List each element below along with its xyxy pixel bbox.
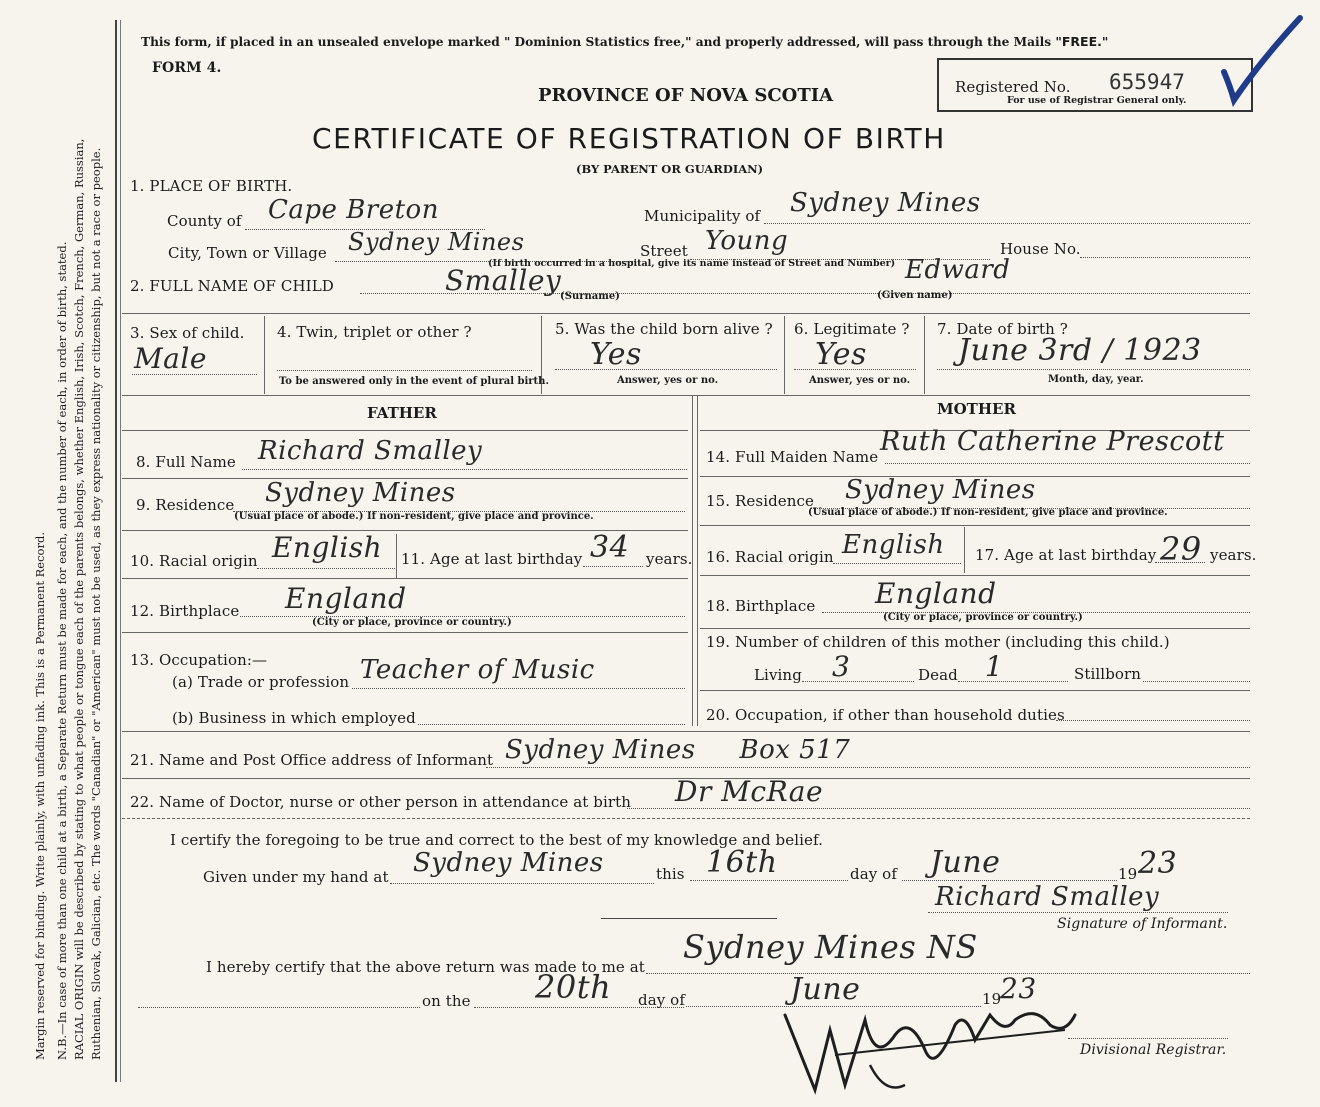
- father-age-line: [583, 566, 643, 567]
- registrar-place-line-2: [138, 1007, 420, 1008]
- living-label: Living: [754, 666, 802, 684]
- father-birthplace-value: England: [285, 582, 407, 615]
- row-divider: [122, 430, 688, 431]
- given-under-label: Given under my hand at: [203, 868, 389, 886]
- father-age-value: 34: [590, 530, 630, 565]
- signature-rule: [601, 918, 777, 919]
- registrar-signature-label: Divisional Registrar.: [1080, 1042, 1227, 1058]
- given-year-prefix: 19: [1118, 865, 1138, 883]
- col-divider: [964, 527, 965, 573]
- mother-residence-label: 15. Residence: [706, 492, 815, 510]
- father-heading: FATHER: [367, 404, 437, 422]
- registered-number: 655947: [1109, 70, 1185, 94]
- informant-value: Sydney Mines Box 517: [505, 735, 851, 765]
- mother-residence-value: Sydney Mines: [845, 475, 1036, 505]
- dob-value: June 3rd / 1923: [958, 333, 1202, 368]
- dob-note: Month, day, year.: [1048, 374, 1144, 385]
- row-divider: [122, 578, 688, 579]
- registered-note: For use of Registrar General only.: [1007, 95, 1187, 106]
- given-year-value: 23: [1138, 846, 1178, 881]
- house-label: House No.: [1000, 240, 1081, 258]
- doctor-label: 22. Name of Doctor, nurse or other person in attendance at birth: [130, 793, 632, 811]
- hospital-note: (If birth occurred in a hospital, give its name instead of Street and Number): [488, 258, 896, 269]
- row-divider: [700, 575, 1250, 576]
- certificate-title: CERTIFICATE OF REGISTRATION OF BIRTH: [312, 122, 946, 155]
- municipality-line: [764, 223, 1250, 224]
- street-value: Young: [705, 226, 789, 256]
- sex-value: Male: [134, 342, 207, 375]
- father-age-label: 11. Age at last birthday: [401, 550, 583, 568]
- certify-statement: I certify the foregoing to be true and correct to the best of my knowledge and belief.: [170, 831, 823, 849]
- margin-rule: [115, 20, 117, 1082]
- father-residence-note: (Usual place of abode.) If non-resident, give place and province.: [234, 511, 594, 522]
- row-divider: [700, 525, 1250, 526]
- margin-note-racial-origin-cont: Ruthenian, Slovak, Galician, etc. The words "Canadian" or "American" must not be used, as they express nationality or citizenship, but not a race or people.: [89, 147, 103, 1060]
- father-years-label: years.: [646, 550, 693, 568]
- dead-value: 1: [985, 650, 1004, 683]
- father-residence-value: Sydney Mines: [265, 478, 456, 508]
- mother-birthplace-note: (City or place, province or country.): [883, 612, 1083, 623]
- place-of-birth-label: 1. PLACE OF BIRTH.: [130, 177, 293, 195]
- margin-note-multiple-births: N.B.—In case of more than one child at a birth, a Separate Return must be made for each, and the number of each, in order of birth, stated.: [55, 241, 69, 1060]
- father-racial-line: [257, 568, 395, 569]
- given-day-value: 16th: [706, 845, 778, 880]
- registrar-signature-line: [1068, 1038, 1228, 1039]
- informant-signature-value: Richard Smalley: [935, 882, 1160, 912]
- margin-rule-inner: [120, 20, 121, 1082]
- trade-label: (a) Trade or profession: [172, 673, 350, 691]
- col-divider: [264, 316, 265, 394]
- registrar-place-line: [646, 973, 1250, 974]
- father-birthplace-label: 12. Birthplace: [130, 602, 240, 620]
- registered-number-box: [937, 58, 1253, 112]
- row-divider: [700, 628, 1250, 629]
- parents-divider: [697, 396, 698, 726]
- row-divider: [122, 313, 1250, 314]
- registrar-day-of-label: day of: [638, 991, 685, 1009]
- informant-line: [486, 767, 1250, 768]
- dob-label: 7. Date of birth ?: [937, 320, 1068, 338]
- twin-label: 4. Twin, triplet or other ?: [277, 323, 472, 341]
- certificate-subtitle: (BY PARENT OR GUARDIAN): [576, 162, 764, 176]
- mother-occupation-line: [1056, 720, 1250, 721]
- mother-birthplace-label: 18. Birthplace: [706, 597, 816, 615]
- form-number: FORM 4.: [152, 60, 222, 76]
- registrar-month-value: June: [790, 972, 861, 1007]
- twin-line: [277, 370, 532, 371]
- legitimate-label: 6. Legitimate ?: [794, 320, 910, 338]
- business-label: (b) Business in which employed: [172, 709, 416, 727]
- stillborn-line: [1143, 681, 1250, 682]
- registrar-year-prefix: 19: [982, 990, 1002, 1008]
- full-name-label: 2. FULL NAME OF CHILD: [130, 277, 334, 295]
- dob-line: [937, 369, 1250, 370]
- col-divider: [396, 534, 397, 578]
- child-given-name-value: Edward: [905, 255, 1011, 285]
- doctor-line: [627, 808, 1250, 809]
- trade-value: Teacher of Music: [360, 655, 595, 685]
- mother-name-value: Ruth Catherine Prescott: [880, 426, 1225, 457]
- province-title: PROVINCE OF NOVA SCOTIA: [538, 85, 834, 106]
- dead-label: Dead: [918, 666, 958, 684]
- informant-label: 21. Name and Post Office address of Informant: [130, 751, 494, 769]
- informant-signature-label: Signature of Informant.: [1057, 916, 1228, 932]
- father-birthplace-note: (City or place, province or country.): [312, 617, 512, 628]
- father-name-line: [242, 469, 687, 470]
- given-at-line: [390, 883, 654, 884]
- given-this-label: this: [656, 865, 685, 883]
- registrar-signature: [775, 995, 1085, 1100]
- trade-line: [352, 688, 685, 689]
- mother-name-label: 14. Full Maiden Name: [706, 448, 879, 466]
- father-name-label: 8. Full Name: [136, 453, 236, 471]
- registrar-day-value: 20th: [535, 968, 612, 1006]
- row-divider: [122, 632, 688, 633]
- check-mark-icon: [1218, 14, 1308, 114]
- mother-occupation-label: 20. Occupation, if other than household duties: [706, 706, 1065, 724]
- born-alive-label: 5. Was the child born alive ?: [555, 320, 773, 338]
- mother-years-label: years.: [1210, 546, 1257, 564]
- registrar-cert-label: I hereby certify that the above return was made to me at: [206, 958, 645, 976]
- dead-line: [958, 681, 1068, 682]
- registered-label: Registered No.: [955, 78, 1071, 96]
- twin-note: To be answered only in the event of plural birth.: [279, 376, 549, 387]
- given-day-line: [690, 880, 848, 881]
- children-label: 19. Number of children of this mother (including this child.): [706, 633, 1170, 651]
- legitimate-value: Yes: [815, 337, 867, 372]
- born-alive-note: Answer, yes or no.: [617, 375, 719, 386]
- business-line: [418, 724, 685, 725]
- mail-notice: This form, if placed in an unsealed envelope marked " Dominion Statistics free," and properly addressed, will pass through the Mails "FREE.": [141, 34, 1109, 49]
- doctor-value: Dr McRae: [675, 775, 824, 808]
- margin-note-racial-origin: RACIAL ORIGIN will be described by stating to what people or tongue each of the parents belongs, whether English, Irish, Scotch, French, German, Russian,: [72, 138, 86, 1060]
- mother-age-label: 17. Age at last birthday: [975, 546, 1157, 564]
- father-residence-label: 9. Residence: [136, 496, 235, 514]
- father-racial-label: 10. Racial origin: [130, 552, 258, 570]
- legitimate-note: Answer, yes or no.: [809, 375, 911, 386]
- county-value: Cape Breton: [268, 195, 439, 225]
- col-divider: [924, 316, 925, 394]
- father-name-value: Richard Smalley: [258, 436, 483, 466]
- given-name-note: (Given name): [877, 290, 953, 301]
- mother-heading: MOTHER: [937, 400, 1016, 418]
- mother-residence-note: (Usual place of abode.) If non-resident, give place and province.: [808, 507, 1168, 518]
- registrar-year-value: 23: [1000, 972, 1037, 1005]
- county-label: County of: [167, 212, 242, 230]
- mother-age-value: 29: [1160, 530, 1202, 568]
- registrar-place-value: Sydney Mines NS: [683, 928, 978, 966]
- surname-note: (Surname): [560, 291, 620, 302]
- mother-birthplace-value: England: [875, 577, 997, 610]
- occupation-label: 13. Occupation:—: [130, 651, 268, 669]
- city-label: City, Town or Village: [168, 244, 327, 262]
- mother-racial-value: English: [842, 530, 945, 560]
- row-divider: [700, 690, 1250, 691]
- house-line: [1080, 257, 1250, 258]
- registrar-on-the-label: on the: [422, 992, 471, 1010]
- father-racial-value: English: [272, 531, 383, 564]
- given-at-value: Sydney Mines: [413, 848, 604, 878]
- mother-name-line: [885, 463, 1250, 464]
- municipality-value: Sydney Mines: [790, 188, 981, 218]
- given-month-line: [902, 880, 1117, 881]
- born-alive-line: [555, 369, 777, 370]
- mother-racial-label: 16. Racial origin: [706, 548, 834, 566]
- given-day-of-label: day of: [850, 865, 897, 883]
- sex-label: 3. Sex of child.: [130, 324, 245, 342]
- row-divider: [122, 731, 1250, 732]
- informant-signature-line: [928, 912, 1228, 913]
- child-surname-value: Smalley: [445, 264, 562, 297]
- municipality-label: Municipality of: [644, 207, 761, 225]
- living-value: 3: [832, 650, 851, 683]
- row-divider: [122, 395, 1250, 396]
- col-divider: [784, 316, 785, 394]
- section-divider: [122, 818, 1250, 819]
- given-month-value: June: [930, 845, 1001, 880]
- living-line: [802, 681, 914, 682]
- stillborn-label: Stillborn: [1074, 665, 1142, 683]
- margin-note-binding: Margin reserved for binding. Write plainly, with unfading ink. This is a Permanent Record.: [33, 532, 47, 1060]
- street-label: Street: [640, 242, 688, 260]
- born-alive-value: Yes: [590, 337, 642, 372]
- city-value: Sydney Mines: [348, 228, 525, 256]
- mother-racial-line: [833, 563, 961, 564]
